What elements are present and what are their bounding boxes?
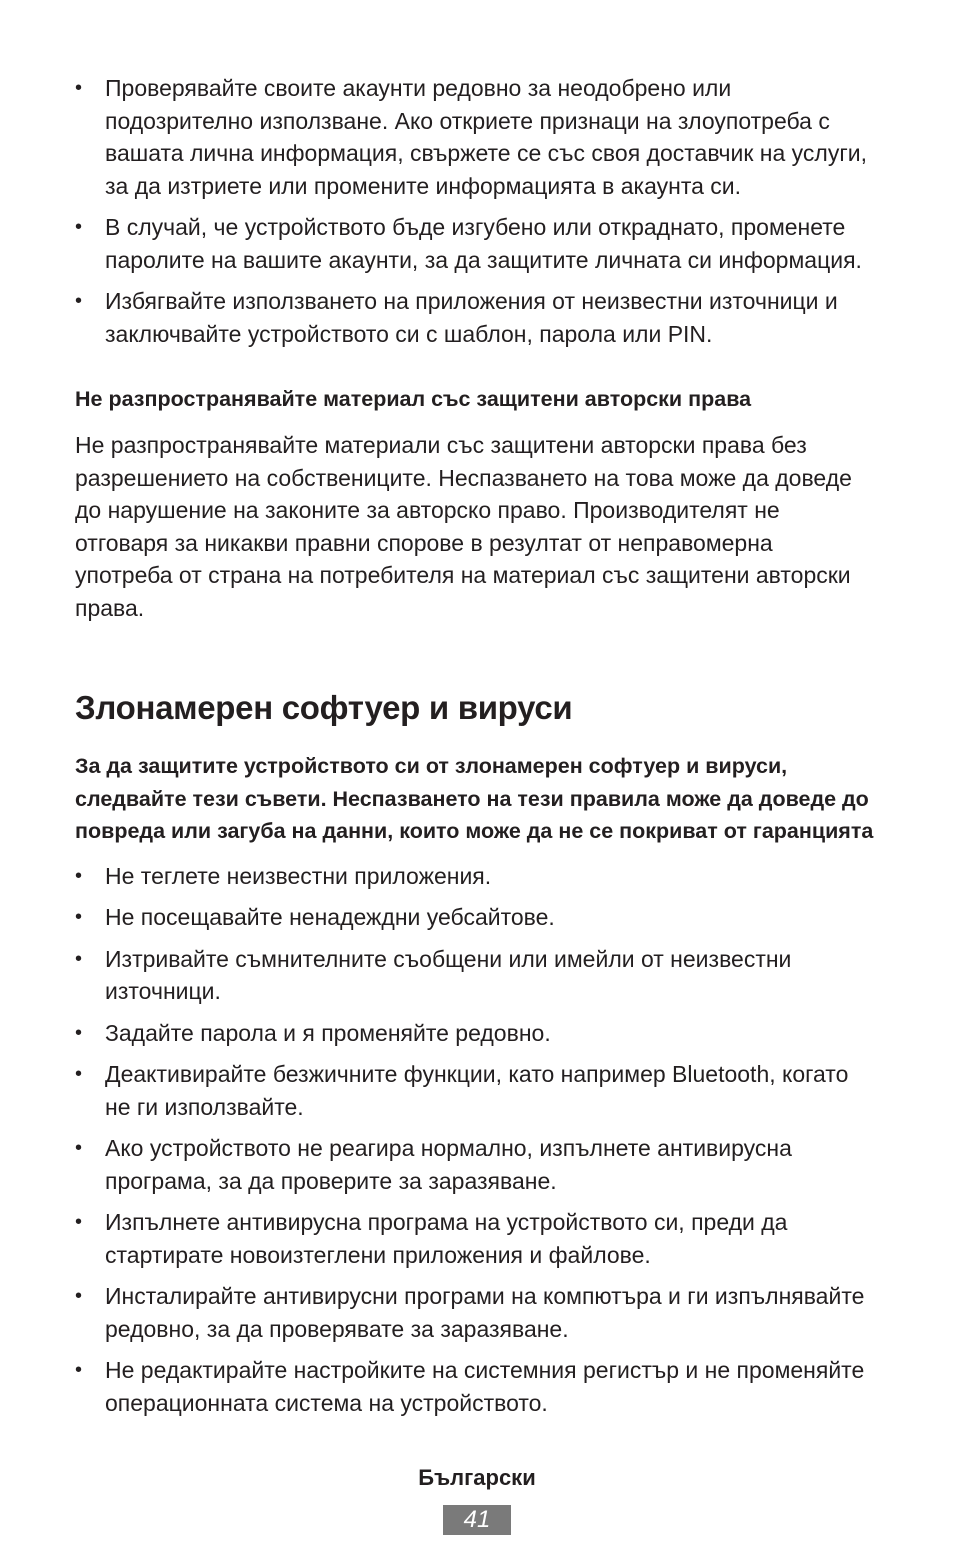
list-item: • Изтривайте съмнителните съобщени или имейли от неизвестни източници. bbox=[75, 943, 875, 1008]
bullet-icon: • bbox=[75, 77, 83, 99]
list-item: • В случай, че устройството бъде изгубено или откраднато, променете паролите на вашите акаунти, за да защитите личната си информация. bbox=[75, 211, 875, 276]
list-item: • Инсталирайте антивирусни програми на компютъра и ги изпълнявайте редовно, за да проверявате за заразяване. bbox=[75, 1280, 875, 1345]
list-item: • Не теглете неизвестни приложения. bbox=[75, 860, 875, 893]
malware-intro: За да защитите устройството си от злонамерен софтуер и вируси, следвайте тези съвети. Неспазването на тези правила може да доведе до повреда или загуба на данни, които може да не се покриват от гаранцията bbox=[75, 754, 874, 843]
list-item: • Не посещавайте ненадеждни уебсайтове. bbox=[75, 901, 875, 934]
bullet-icon: • bbox=[75, 864, 83, 887]
list-item: • Изпълнете антивирусна програма на устройството си, преди да стартирате новоизтеглени приложения и файлове. bbox=[75, 1206, 875, 1271]
account-security-list bbox=[75, 72, 875, 350]
manual-page bbox=[75, 72, 875, 1428]
list-item: • Не редактирайте настройките на системния регистър и не променяйте операционната система на устройството. bbox=[75, 1354, 875, 1419]
list-item: • Деактивирайте безжичните функции, като например Bluetooth, когато не ги използвайте. bbox=[75, 1058, 875, 1123]
bullet-icon: • bbox=[75, 1063, 83, 1085]
copyright-paragraph: Не разпространявайте материали със защитени авторски права без разрешението на собствениците. Неспазването на това може да доведе до нарушение на законите за авторско право. Производителят не отговаря за никакви правни спорове в резултат от неправомерна употреба от страна на потребителя на материал със защитени авторски права. bbox=[75, 432, 852, 621]
bullet-icon: • bbox=[75, 906, 83, 928]
bullet-icon: • bbox=[75, 216, 83, 238]
footer-language: Български bbox=[418, 1465, 536, 1490]
bullet-icon: • bbox=[75, 1021, 83, 1044]
bullet-icon: • bbox=[75, 1211, 83, 1233]
malware-tips-list bbox=[75, 860, 875, 1420]
copyright-heading: Не разпространявайте материал със защитени авторски права bbox=[75, 387, 752, 411]
list-item: • Проверявайте своите акаунти редовно за неодобрено или подозрително използване. Ако откриете признаци на злоупотреба с вашата лична информация, свържете се със своя доставчик на услуги, за да изтриете или промените информацията в акаунта си. bbox=[75, 72, 875, 202]
page-number: 41 bbox=[443, 1505, 511, 1535]
bullet-icon: • bbox=[75, 290, 83, 312]
bullet-icon: • bbox=[75, 1359, 83, 1381]
bullet-icon: • bbox=[75, 947, 83, 970]
list-item: • Ако устройството не реагира нормално, изпълнете антивирусна програма, за да проверите за заразяване. bbox=[75, 1132, 875, 1197]
list-item: • Задайте парола и я променяйте редовно. bbox=[75, 1017, 875, 1050]
bullet-icon: • bbox=[75, 1285, 83, 1307]
bullet-icon: • bbox=[75, 1137, 83, 1159]
list-item: • Избягвайте използването на приложения от неизвестни източници и заключвайте устройството си с шаблон, парола или PIN. bbox=[75, 285, 875, 350]
section-title: Злонамерен софтуер и вируси bbox=[75, 689, 573, 726]
